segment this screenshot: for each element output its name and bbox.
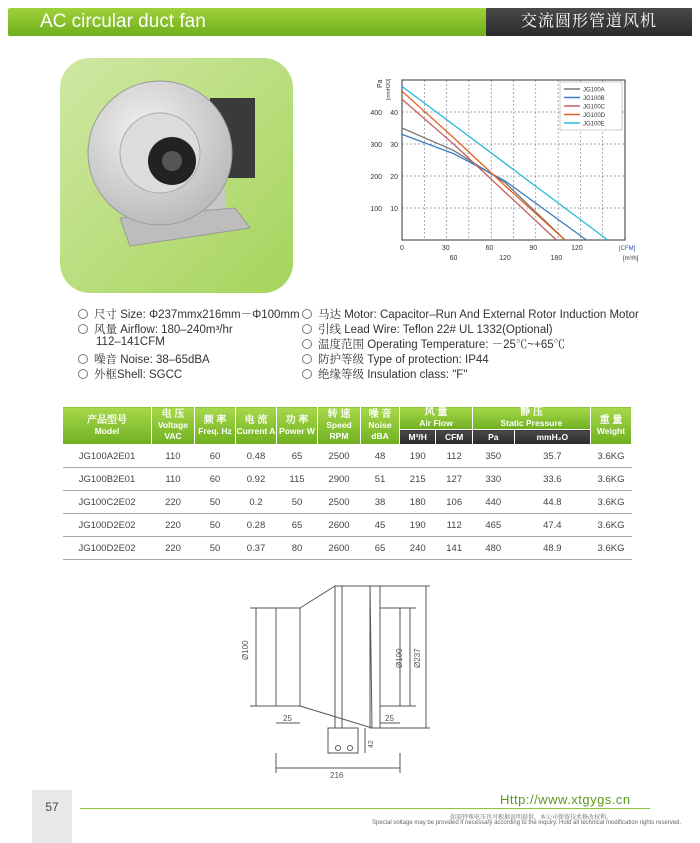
table-cell: JG100A2E01 [63,445,152,468]
table-cell: 190 [400,445,436,468]
spec-table [62,406,632,560]
table-cell: 50 [195,491,236,514]
table-cell: 0.2 [236,491,277,514]
table-cell: 2900 [318,468,361,491]
table-cell: 0.92 [236,468,277,491]
footer-note-en: Special voltage may be provided if necessary according to the inquiry. Hold all technical modification rights reserved. [372,820,682,826]
title-en: AC circular duct fan [40,11,206,32]
y-axis-label: Pa [377,79,384,88]
spec-text: 温度范围 Operating Temperature: －25℃~+65℃ [318,339,566,351]
table-cell: 60 [195,468,236,491]
table-cell: 48 [361,445,400,468]
table-cell: 240 [400,537,436,560]
th-power: 功 率 Power W [277,407,318,445]
table-row [63,537,632,560]
x-tick-label: 30 [441,245,450,252]
title-cn: 交流圆形管道风机 [520,13,657,30]
table-cell: 50 [195,537,236,560]
th-voltage: 电 压 Voltage VAC [152,407,195,445]
spec-text: 噪音 Noise: 38–65dBA [94,354,210,366]
th-noise: 噪 音 Noise dBA [361,407,400,445]
table-cell: 0.37 [236,537,277,560]
bullet-icon [78,369,88,379]
table-cell: 110 [152,445,195,468]
legend-label: JG100A [583,87,605,94]
footer-divider [80,808,650,809]
table-cell: 3.6KG [591,537,632,560]
th-speed: 转 速 Speed RPM [318,407,361,445]
th-static-pressure: 静 压 Static Pressure [472,407,590,430]
table-cell: JG100D2E02 [63,537,152,560]
th-freq: 频 率 Freq. Hz [195,407,236,445]
spec-item [302,336,565,352]
table-cell: 2600 [318,514,361,537]
table-cell: 215 [400,468,436,491]
y-inner-tick-label: 10 [390,206,398,213]
footer-note-cn: 如需特殊电压也可根据说明提供，本公司保留技术修改权利。 [450,815,613,821]
dim-right-outer: Ø237 [413,648,422,668]
table-cell: 3.6KG [591,514,632,537]
bullet-icon [302,354,312,364]
spec-text: 112–141CFM [96,336,165,348]
legend-label: JG100C [583,104,606,111]
spec-item [78,351,210,367]
table-body [63,445,632,560]
table-cell: 44.8 [514,491,590,514]
table-cell: 112 [436,445,472,468]
th-model: 产品型号 Model [63,407,152,445]
table-cell: 48.9 [514,537,590,560]
bullet-icon [78,309,88,319]
table-cell: 51 [361,468,400,491]
table-cell: 80 [277,537,318,560]
legend-label: JG100E [583,121,605,128]
x-axis-unit-m3h: [m³/h] [623,256,639,262]
y-tick-label: 400 [370,110,382,117]
table-cell: 2600 [318,537,361,560]
page-number: 57 [45,800,59,814]
x-bottom-tick-label: 120 [499,255,511,262]
spec-text: 马达 Motor: Capacitor–Run And External Rotor Induction Motor [318,309,639,321]
x-tick-label: 0 [400,245,404,252]
table-row [63,468,632,491]
th-pa: Pa [472,430,514,445]
table-cell: 35.7 [514,445,590,468]
table-cell: 65 [361,537,400,560]
th-cfm: CFM [436,430,472,445]
table-cell: 127 [436,468,472,491]
table-cell: 33.6 [514,468,590,491]
spec-item [78,366,182,382]
table-cell: 2500 [318,445,361,468]
fan-illustration [60,58,293,293]
y-inner-tick-label: 40 [390,110,398,117]
th-airflow: 风 量 Air Flow [400,407,473,430]
table-cell: 2500 [318,491,361,514]
table-cell: 440 [472,491,514,514]
spec-item [78,321,233,337]
y-axis-unit: [mmH2O] [386,78,392,100]
performance-chart [360,70,650,275]
spec-item [302,321,553,337]
bullet-icon [302,324,312,334]
y-tick-label: 100 [370,206,382,213]
bullet-icon [302,339,312,349]
table-cell: 220 [152,514,195,537]
th-current: 电 流 Current A [236,407,277,445]
dim-left: Ø100 [241,640,250,660]
table-row [63,491,632,514]
x-tick-label: 90 [529,245,538,252]
x-tick-label: 120 [571,245,583,252]
dim-25-right: 25 [385,714,394,723]
table-cell: JG100C2E02 [63,491,152,514]
table-header-row [63,407,632,430]
table-row [63,514,632,537]
table-cell: 3.6KG [591,491,632,514]
table-cell: 110 [152,468,195,491]
table-cell: JG100B2E01 [63,468,152,491]
table-cell: 38 [361,491,400,514]
table-cell: 106 [436,491,472,514]
table-cell: 47.4 [514,514,590,537]
table-cell: 480 [472,537,514,560]
bullet-icon [302,309,312,319]
table-cell: 50 [277,491,318,514]
spec-text: 绝缘等级 Insulation class: "F" [318,369,468,381]
x-bottom-tick-label: 180 [550,255,563,262]
table-cell: 0.28 [236,514,277,537]
spec-text: 防护等级 Type of protection: IP44 [318,354,489,366]
dim-42: 42 [368,740,375,748]
y-tick-label: 200 [370,174,382,181]
spec-item [96,336,165,348]
y-inner-tick-label: 30 [390,142,398,149]
spec-text: 外框Shell: SGCC [94,369,183,381]
table-cell: 45 [361,514,400,537]
spec-item [78,306,300,322]
bullet-icon [302,369,312,379]
th-m3h: M³/H [400,430,436,445]
x-tick-label: 60 [485,245,494,252]
table-cell: 3.6KG [591,468,632,491]
spec-text: 尺寸 Size: Φ237mmx216mm－Φ100mm [94,309,300,321]
dim-25-left: 25 [283,714,292,723]
legend-label: JG100D [583,113,606,119]
spec-text: 引线 Lead Wire: Teflon 22# UL 1332(Optional) [318,324,553,336]
table-cell: 112 [436,514,472,537]
dim-bottom: 216 [330,771,344,780]
table-cell: 465 [472,514,514,537]
legend-label: JG100B [583,96,605,102]
table-cell: 220 [152,537,195,560]
spec-item [302,306,639,322]
x-bottom-tick-label: 60 [449,255,458,262]
spec-text: 风量 Airflow: 180–240m³/hr [94,324,233,336]
bullet-icon [78,354,88,364]
table-cell: 60 [195,445,236,468]
spec-item [302,351,489,367]
table-cell: 65 [277,514,318,537]
table-cell: 190 [400,514,436,537]
page-number-box [32,790,72,843]
chart-legend [560,82,622,130]
table-cell: 115 [277,468,318,491]
x-axis-unit-cfm: [CFM] [619,246,636,252]
table-cell: 65 [277,445,318,468]
table-cell: 350 [472,445,514,468]
product-photo [60,58,293,293]
th-weight: 重 量 Weight [591,407,632,445]
bullet-icon [78,324,88,334]
table-cell: 330 [472,468,514,491]
th-mmh2o: mmH₂O [514,430,590,445]
table-cell: 220 [152,491,195,514]
dim-right-inner: Ø100 [395,648,404,668]
y-inner-tick-label: 20 [390,174,398,181]
table-cell: 0.48 [236,445,277,468]
website-url[interactable]: Http://www.xtgygs.cn [500,792,631,807]
y-tick-label: 300 [370,142,382,149]
spec-item [302,366,467,382]
table-cell: 50 [195,514,236,537]
table-cell: JG100D2E02 [63,514,152,537]
table-row [63,445,632,468]
table-cell: 3.6KG [591,445,632,468]
table-cell: 141 [436,537,472,560]
dimension-drawing [230,578,455,783]
table-cell: 180 [400,491,436,514]
